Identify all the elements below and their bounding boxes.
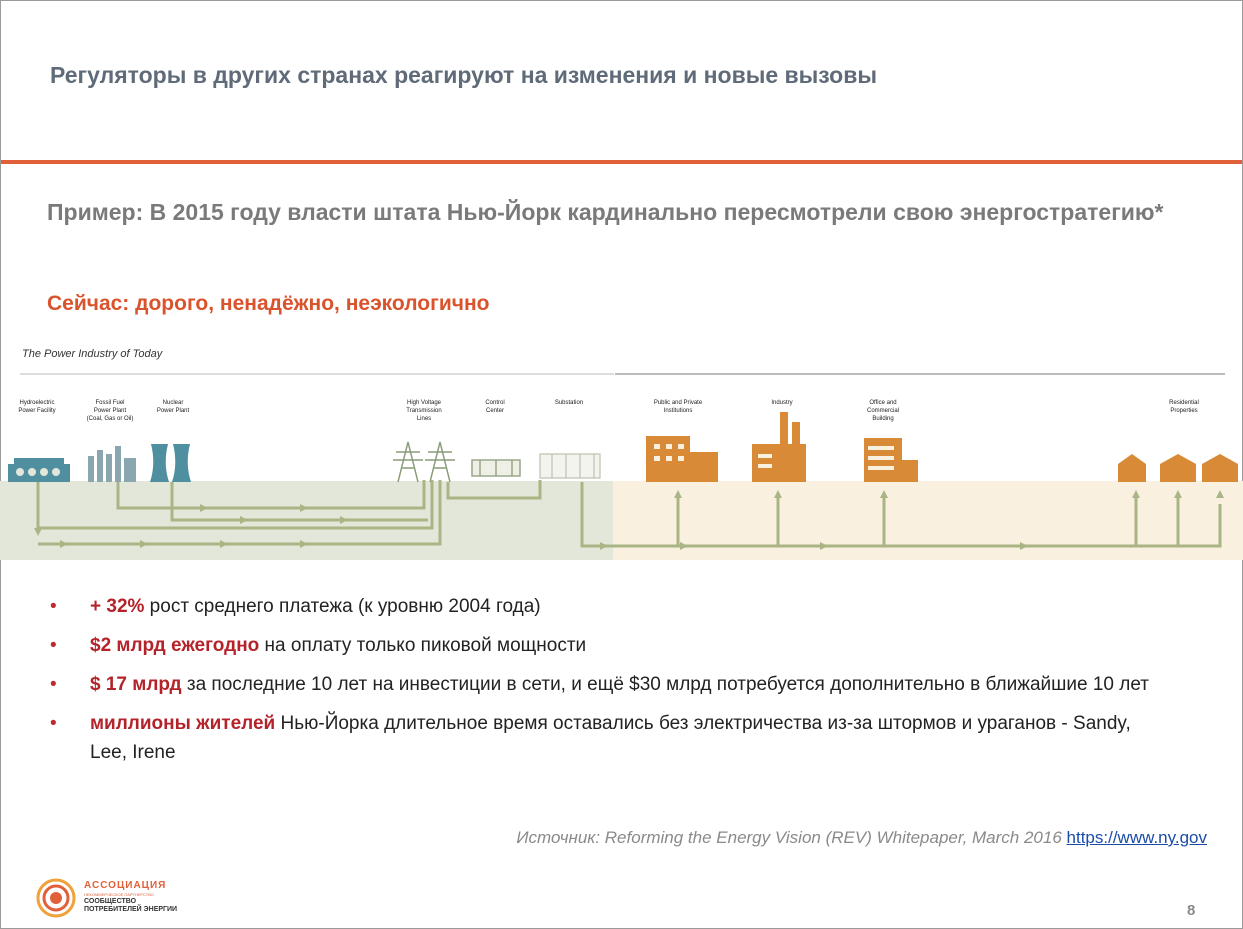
bullet-highlight: $ 17 млрд	[90, 674, 182, 695]
label-public-1: Public and Private	[653, 400, 703, 406]
label-hydro-2: Power Facility	[18, 408, 56, 414]
bullet-highlight: миллионы жителей	[90, 713, 276, 734]
label-public-2: Institutions	[663, 408, 693, 414]
hydro-plant-icon	[8, 458, 70, 482]
label-fossil	[87, 400, 134, 422]
label-industry	[771, 400, 792, 406]
label-fossil-1: Fossil Fuel	[95, 400, 125, 406]
label-nuclear-2: Power Plant	[156, 408, 190, 414]
label-fossil-3: (Coal, Gas or Oil)	[86, 416, 134, 422]
label-substation	[555, 400, 583, 406]
residential-houses-icon	[1118, 454, 1238, 482]
label-control	[485, 400, 504, 414]
logo-line1: СООБЩЕСТВО	[84, 898, 137, 905]
bullet-text: на оплату только пиковой мощности	[259, 635, 587, 656]
logo-line2: ПОТРЕБИТЕЛЕЙ ЭНЕРГИИ	[84, 906, 178, 913]
transmission-tower-icon	[393, 442, 455, 482]
consumption-zone	[613, 481, 1243, 560]
slide-subtitle: Пример: В 2015 году власти штата Нью-Йорк кардинально пересмотрели свою энергостратегию*	[47, 199, 1164, 225]
logo-lines	[84, 898, 177, 914]
source-link[interactable]: https://www.ny.gov	[1066, 828, 1207, 847]
bullet-text: Нью-Йорка длительное время оставались без электричества из-за штормов и ураганов - Sandy, Lee, Irene	[90, 713, 1131, 763]
bullet-item	[50, 709, 1150, 767]
label-hv-2: Transmission	[406, 408, 442, 414]
label-office-3: Building	[872, 416, 894, 422]
fossil-plant-icon	[88, 446, 136, 482]
label-residential-1: Residential	[1169, 400, 1199, 406]
public-institutions-icon	[646, 436, 718, 482]
diagram-title: The Power Industry of Today	[22, 348, 163, 360]
bullet-text: за последние 10 лет на инвестиции в сети, и ещё $30 млрд потребуется дополнительно в ближайшие 10 лет	[181, 674, 1149, 695]
logo-name: АССОЦИАЦИЯ	[84, 880, 167, 891]
label-residential	[1169, 400, 1199, 414]
diagram-labels	[18, 400, 1199, 422]
power-industry-diagram	[0, 368, 1243, 560]
label-office-1: Office and	[869, 400, 897, 406]
bullet-highlight: $2 млрд ежегодно	[90, 635, 260, 656]
label-hv-3: Lines	[416, 416, 432, 422]
now-heading: Сейчас: дорого, ненадёжно, неэкологично	[47, 292, 490, 315]
page-number: 8	[1187, 902, 1196, 919]
bullet-dot: •	[50, 713, 57, 734]
bullet-highlight: + 32%	[90, 596, 145, 617]
source-citation	[516, 828, 1207, 848]
label-fossil-2: Power Plant	[93, 408, 127, 414]
label-hydro	[18, 400, 55, 414]
label-hv	[406, 400, 441, 422]
logo-mark-icon	[36, 876, 76, 920]
industry-icon	[752, 412, 806, 482]
bullet-list	[50, 592, 1150, 777]
association-logo	[36, 876, 206, 920]
control-center-icon	[472, 460, 520, 476]
slide-title: Регуляторы в других странах реагируют на изменения и новые вызовы	[50, 62, 878, 88]
label-control-1: Control	[485, 400, 505, 406]
label-residential-2: Properties	[1170, 408, 1198, 414]
bullet-item	[50, 670, 1150, 699]
bullet-item	[50, 592, 1150, 621]
bullet-dot: •	[50, 674, 57, 695]
label-control-2: Center	[485, 408, 505, 414]
label-industry-1: Industry	[771, 400, 793, 406]
bullet-dot: •	[50, 635, 57, 656]
office-building-icon	[864, 438, 918, 482]
label-hydro-1: Hydroelectric	[19, 400, 55, 406]
title-divider	[1, 160, 1242, 164]
label-nuclear	[157, 400, 190, 414]
label-nuclear-1: Nuclear	[162, 400, 184, 406]
label-hv-1: High Voltage	[406, 400, 442, 406]
logo-small: НЕКОММЕРЧЕСКОЕ ПАРТНЕРСТВО	[84, 892, 154, 897]
label-substation-1: Substation	[554, 400, 584, 406]
label-office-2: Commercial	[866, 408, 900, 414]
bullet-item	[50, 631, 1150, 660]
substation-icon	[540, 454, 600, 478]
bullet-dot: •	[50, 596, 57, 617]
source-text: Источник: Reforming the Energy Vision (REV) Whitepaper, March 2016	[516, 828, 1067, 847]
label-office	[867, 400, 899, 422]
label-public	[654, 400, 703, 414]
nuclear-plant-icon	[150, 444, 191, 482]
bullet-text: рост среднего платежа (к уровню 2004 года)	[144, 596, 541, 617]
